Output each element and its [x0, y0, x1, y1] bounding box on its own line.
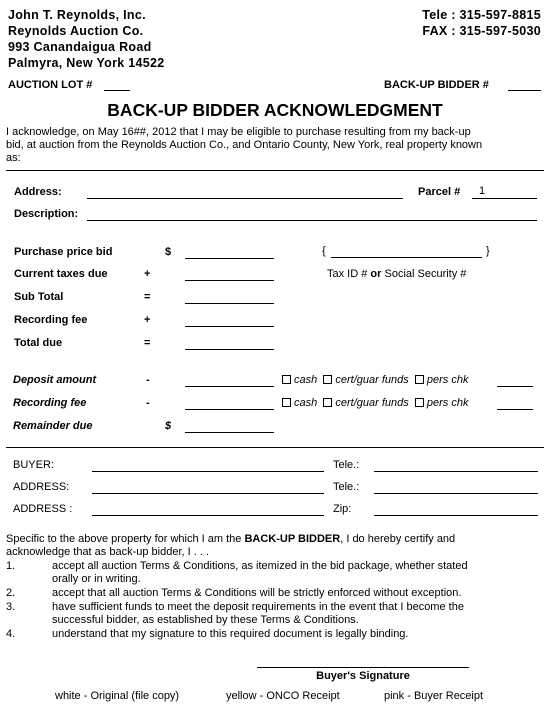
payment-recording-fee-field[interactable]: [185, 409, 274, 410]
current-taxes-label: Current taxes due: [14, 268, 108, 280]
remainder-due-field[interactable]: [185, 432, 274, 433]
tax-id-field[interactable]: [331, 257, 482, 258]
payment-recording-fee-label: Recording fee: [13, 397, 87, 409]
recording-fee-field[interactable]: [185, 326, 274, 327]
purchase-price-label: Purchase price bid: [14, 246, 113, 258]
purchase-price-field[interactable]: [185, 258, 274, 259]
company-street: 993 Canandaigua Road: [8, 40, 152, 54]
page-title: BACK-UP BIDDER ACKNOWLEDGMENT: [107, 100, 443, 120]
address1-tele-field[interactable]: [374, 493, 538, 494]
item-2-number: 2.: [6, 587, 16, 599]
company-fax: FAX : 315-597-5030: [422, 24, 541, 38]
company-tel: Tele : 315-597-8815: [422, 8, 541, 22]
backup-bidder-field[interactable]: [508, 90, 541, 91]
auction-lot-field[interactable]: [104, 90, 130, 91]
item-4-number: 4.: [6, 628, 16, 640]
deposit-amount-sym: -: [146, 374, 150, 386]
deposit-pers-checkbox[interactable]: [415, 375, 424, 384]
tax-id-label: Tax ID # or Social Security #: [327, 268, 467, 280]
recording-pers-checkbox[interactable]: [415, 398, 424, 407]
brace-close: }: [486, 245, 490, 257]
buyer-tele-label: Tele.:: [333, 459, 360, 471]
specific-line-1: Specific to the above property for which I am the BACK-UP BIDDER, I do hereby certify and: [6, 533, 456, 545]
divider-top: [6, 170, 544, 171]
deposit-check-number-field[interactable]: [497, 386, 533, 387]
signature-field[interactable]: [257, 667, 469, 668]
deposit-cash-checkbox[interactable]: [282, 375, 291, 384]
subtotal-label: Sub Total: [14, 291, 64, 303]
company-name: John T. Reynolds, Inc.: [8, 8, 146, 22]
divider-middle: [6, 447, 544, 448]
zip-label: Zip:: [333, 503, 352, 515]
deposit-amount-field[interactable]: [185, 386, 274, 387]
recording-check-number-field[interactable]: [497, 409, 533, 410]
total-due-field[interactable]: [185, 349, 274, 350]
parcel-label: Parcel #: [418, 186, 461, 198]
buyer-tele-field[interactable]: [374, 471, 538, 472]
company-subname: Reynolds Auction Co.: [8, 24, 144, 38]
item-1-line-2: orally or in writing.: [52, 573, 141, 585]
buyer-name-field[interactable]: [92, 471, 324, 472]
current-taxes-field[interactable]: [185, 280, 274, 281]
item-3-line-1: have sufficient funds to meet the deposit requirements in the event that I become the: [52, 601, 464, 613]
backup-bidder-label: BACK-UP BIDDER #: [384, 79, 489, 91]
parcel-field[interactable]: [472, 198, 537, 199]
deposit-cert-checkbox[interactable]: [323, 375, 332, 384]
specific-line-2: acknowledge that as back-up bidder, I . . .: [6, 546, 210, 558]
payment-recording-fee-sym: -: [146, 397, 150, 409]
subtotal-field[interactable]: [185, 303, 274, 304]
buyer-label: BUYER:: [13, 459, 54, 471]
intro-line-1: I acknowledge, on May 16##, 2012 that I may be eligible to purchase resulting from my back-up: [6, 126, 471, 138]
intro-line-2: bid, at auction from the Reynolds Auction Co., and Ontario County, New York, real property known: [6, 139, 483, 151]
item-2-line-1: accept that all auction Terms & Conditions will be strictly enforced without exception.: [52, 587, 462, 599]
item-1-number: 1.: [6, 560, 16, 572]
address2-label: ADDRESS :: [13, 503, 73, 515]
zip-field[interactable]: [374, 515, 538, 516]
copy-white: white - Original (file copy): [55, 690, 180, 702]
address1-field[interactable]: [92, 493, 324, 494]
deposit-method: cash cert/guar funds pers chk: [282, 374, 468, 386]
company-city: Palmyra, New York 14522: [8, 56, 165, 70]
auction-lot-label: AUCTION LOT #: [8, 79, 93, 91]
description-label: Description:: [14, 208, 79, 220]
intro-line-3: as:: [6, 152, 21, 164]
recording-fee-sym: +: [144, 314, 151, 326]
recording-method: cash cert/guar funds pers chk: [282, 397, 468, 409]
item-3-line-2: successful bidder, as established by these Terms & Conditions.: [52, 614, 359, 626]
parcel-value: 1: [479, 185, 486, 197]
item-4-line-1: understand that my signature to this required document is legally binding.: [52, 628, 409, 640]
signature-label: Buyer's Signature: [316, 670, 410, 682]
total-due-sym: =: [144, 337, 151, 349]
deposit-amount-label: Deposit amount: [13, 374, 97, 386]
description-field[interactable]: [87, 220, 537, 221]
subtotal-sym: =: [144, 291, 151, 303]
brace-open: {: [322, 245, 326, 257]
address-field[interactable]: [87, 198, 403, 199]
recording-cert-checkbox[interactable]: [323, 398, 332, 407]
recording-fee-label: Recording fee: [14, 314, 88, 326]
copy-yellow: yellow - ONCO Receipt: [226, 690, 340, 702]
current-taxes-sym: +: [144, 268, 151, 280]
recording-cash-checkbox[interactable]: [282, 398, 291, 407]
total-due-label: Total due: [14, 337, 63, 349]
item-1-line-1: accept all auction Terms & Conditions, as itemized in the bid package, whether stated: [52, 560, 468, 572]
remainder-due-label: Remainder due: [13, 420, 93, 432]
item-3-number: 3.: [6, 601, 16, 613]
address-label: Address:: [14, 186, 62, 198]
address1-label: ADDRESS:: [13, 481, 70, 493]
remainder-due-sym: $: [165, 420, 172, 432]
address1-tele-label: Tele.:: [333, 481, 360, 493]
purchase-price-sym: $: [165, 246, 172, 258]
copy-pink: pink - Buyer Receipt: [384, 690, 484, 702]
address2-field[interactable]: [92, 515, 324, 516]
